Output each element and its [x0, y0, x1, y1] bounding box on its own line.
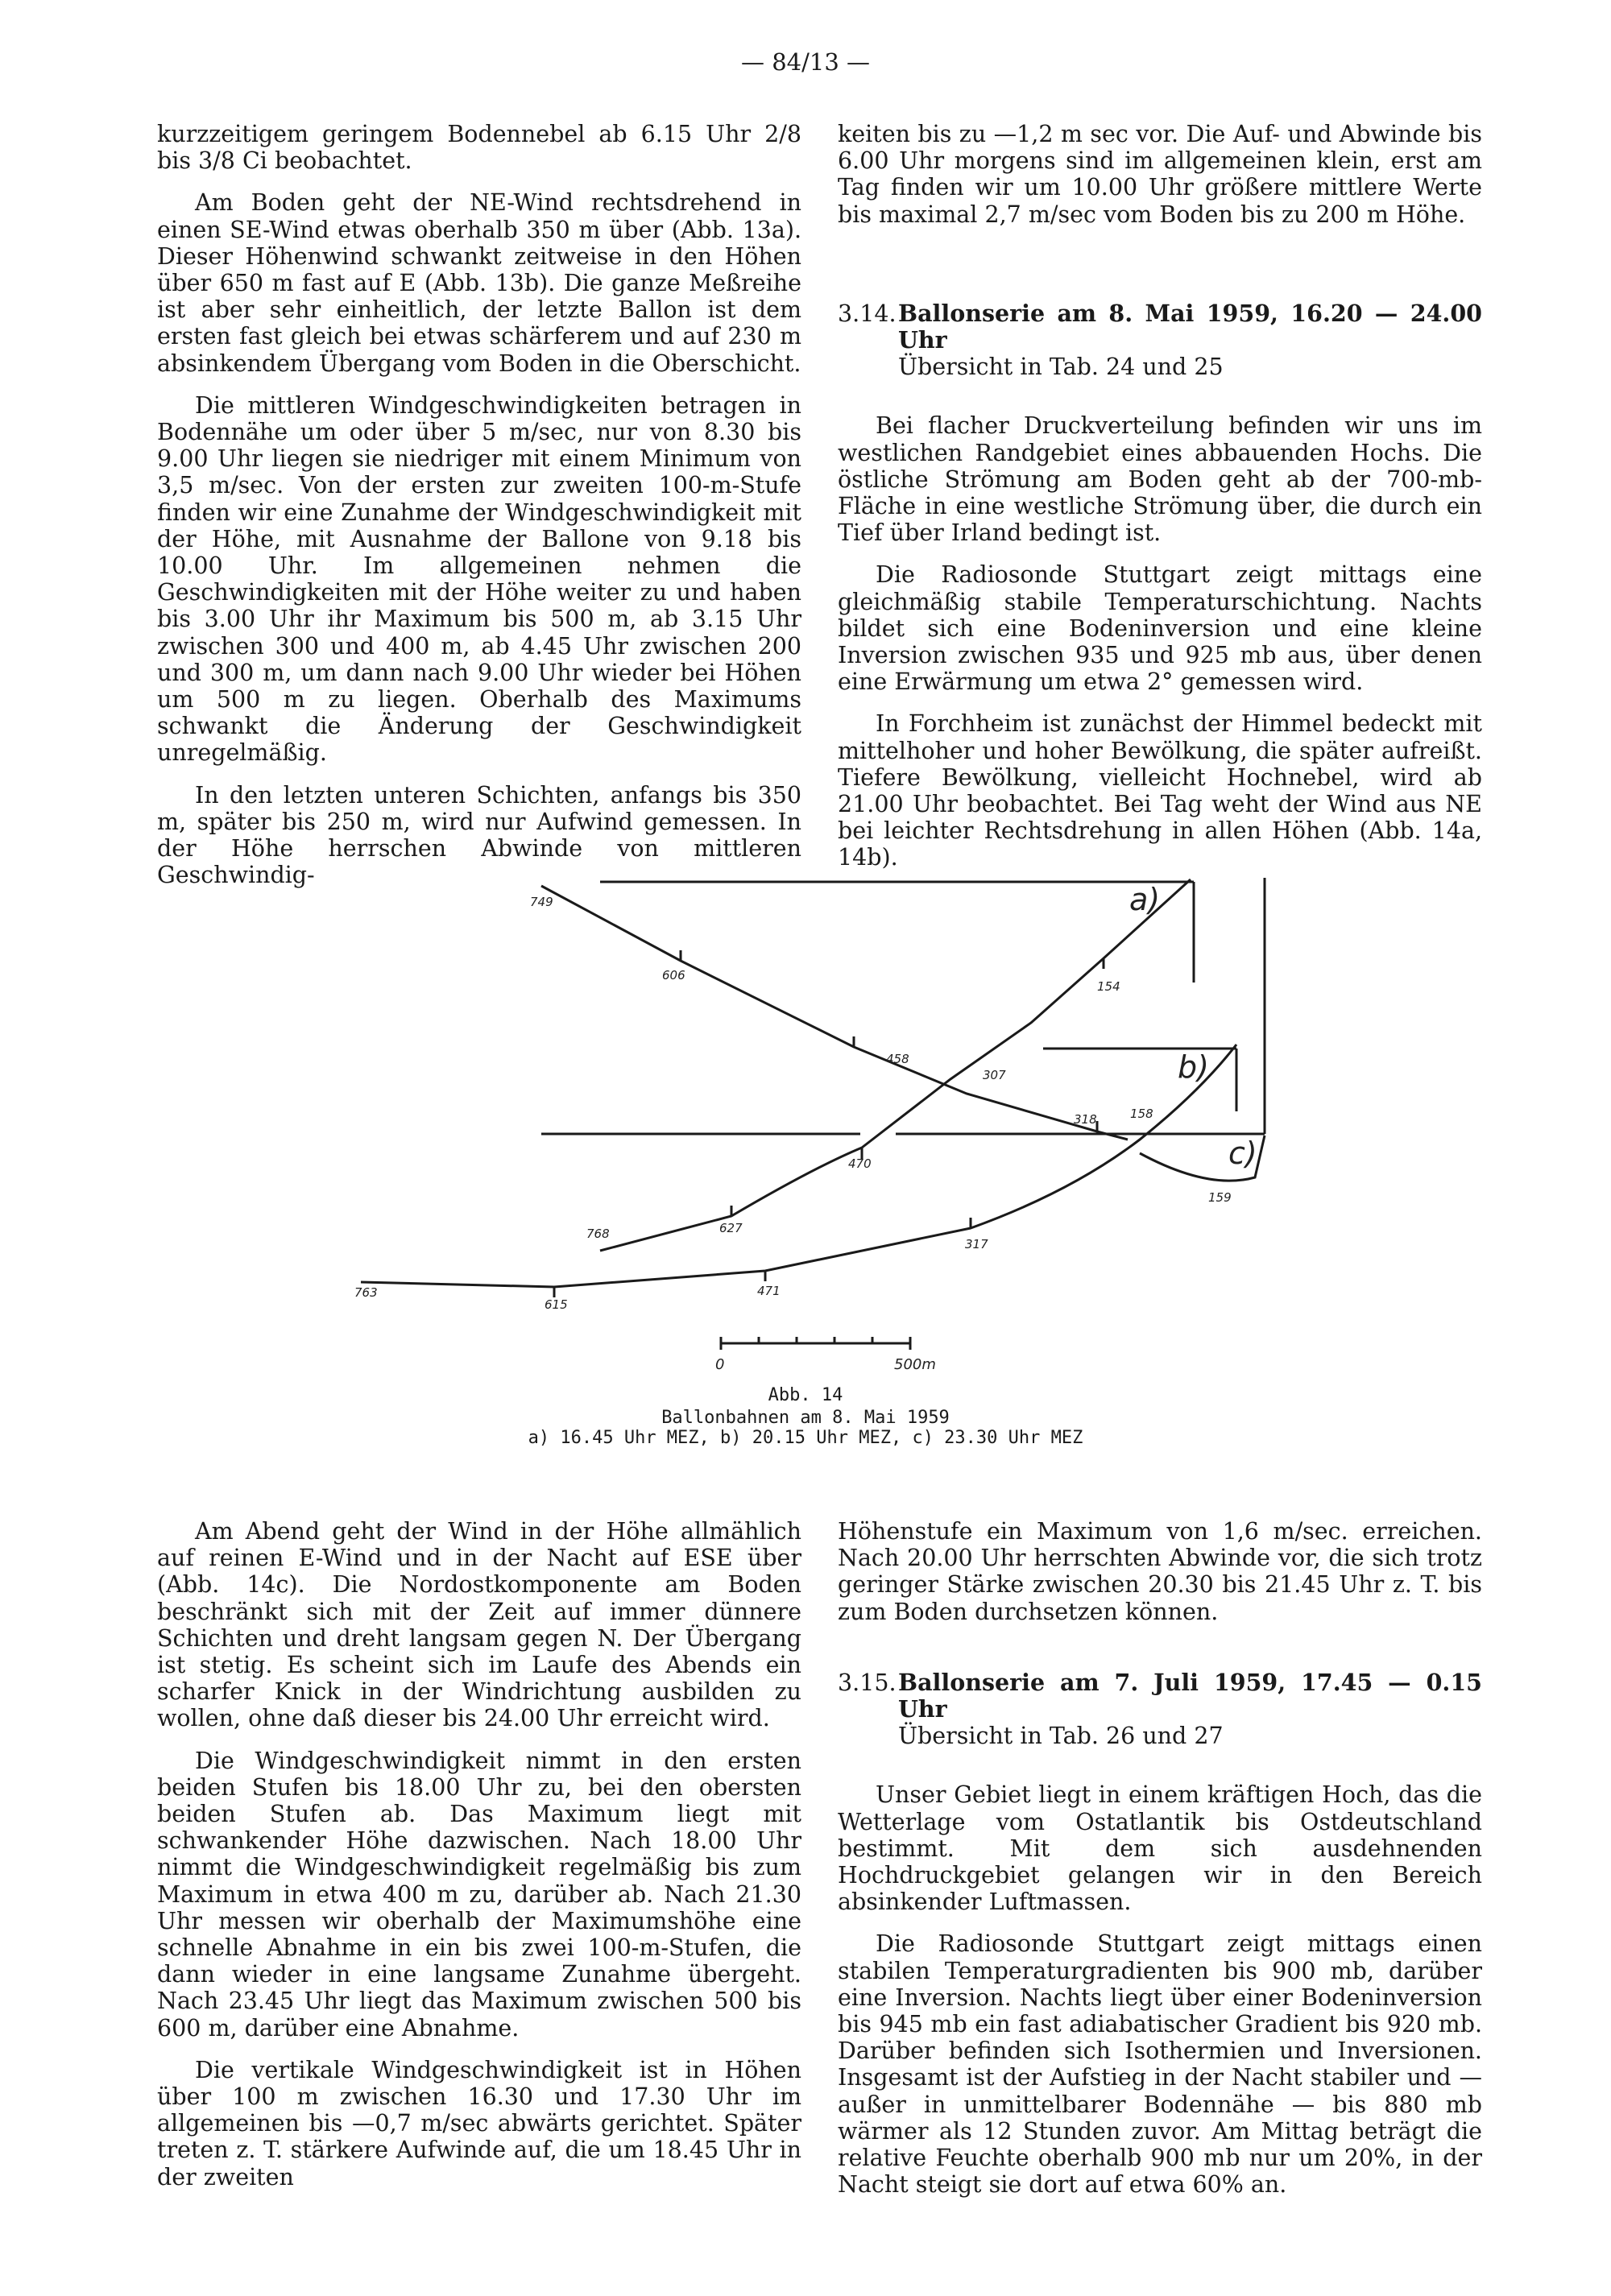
label-b307: 307 [983, 1068, 1006, 1082]
label-b470: 470 [848, 1156, 872, 1171]
column-right-bottom [838, 1518, 1482, 2198]
figure-caption-line1: Ballonbahnen am 8. Mai 1959 [661, 1408, 950, 1428]
scale-end-label: 500m [894, 1356, 936, 1373]
section-subtitle: Übersicht in Tab. 26 und 27 [898, 1723, 1224, 1750]
paragraph: kurzzeitigem geringem Bodennebel ab 6.15 Uhr 2/8 bis 3/8 Ci beobachtet. [157, 121, 801, 175]
section-number: 3.15. [838, 1669, 897, 1696]
label-a458: 458 [886, 1052, 909, 1066]
paragraph: Bei flacher Druckverteilung befinden wir uns im westlichen Randgebiet eines abbauenden Hochs. Die östliche Strömung am Boden geht ab der 700-mb-Fläche in eine westliche Strömung über, die durch ein Tief über Irland bedingt ist. [838, 412, 1482, 547]
label-a606: 606 [662, 968, 685, 983]
label-c763: 763 [354, 1285, 378, 1300]
paragraph: Die Radiosonde Stuttgart zeigt mittags eine gleichmäßig stabile Temperaturschichtung. Nachts bildet sich eine Bodeninversion und eine kleine Inversion zwischen 935 und 925 mb aus, über denen eine Erwärmung um etwa 2° gemessen wird. [838, 561, 1482, 696]
scale-zero-label: 0 [715, 1356, 725, 1373]
section-heading-3-15 [838, 1669, 1482, 1750]
section-number: 3.14. [838, 300, 897, 327]
label-c158: 158 [1130, 1107, 1153, 1121]
section-subtitle: Übersicht in Tab. 24 und 25 [898, 354, 1224, 381]
label-a: a) [1129, 882, 1161, 917]
paragraph: In Forchheim ist zunächst der Himmel bedeckt mit mittelhoher und hoher Bewölkung, die später aufreißt. Tiefere Bewölkung, vielleicht Hochnebel, wird ab 21.00 Uhr beobachtet. Bei Tag weht der Wind aus NE bei leichter Rechtsdrehung in allen Höhen (Abb. 14a, 14b). [838, 710, 1482, 871]
paragraph: keiten bis zu —1,2 m sec vor. Die Auf- und Abwinde bis 6.00 Uhr morgens sind im allgemeinen klein, erst am Tag finden wir um 10.00 Uhr größere mittlere Werte bis maximal 2,7 m/sec vom Boden bis zu 200 m Höhe. [838, 121, 1482, 228]
section-title: Ballonserie am 7. Juli 1959, 17.45 — 0.15 Uhr [898, 1668, 1482, 1723]
figure-caption-line2: a) 16.45 Uhr MEZ, b) 20.15 Uhr MEZ, c) 23.30 Uhr MEZ [528, 1428, 1083, 1448]
paragraph: Am Abend geht der Wind in der Höhe allmählich auf reinen E-Wind und in der Nacht auf ESE über (Abb. 14c). Die Nordostkomponente am Boden beschränkt sich mit der Zeit auf immer dünnere Schichten und dreht langsam gegen N. Der Übergang ist stetig. Es scheint sich im Laufe des Abends ein scharfer Knick in der Windrichtung ausbilden zu wollen, ohne daß dieser bis 24.00 Uhr erreicht wird. [157, 1518, 801, 1732]
track-c [361, 1045, 1236, 1287]
label-c615: 615 [545, 1297, 568, 1312]
column-left-bottom [157, 1518, 801, 2191]
label-c: c) [1228, 1136, 1257, 1171]
label-a749: 749 [530, 895, 553, 909]
paragraph: Unser Gebiet liegt in einem kräftigen Hoch, das die Wetterlage vom Ostatlantik bis Ostdeutschland bestimmt. Mit dem sich ausdehnenden Hochdruckgebiet gelangen wir in den Bereich absinkender Luftmassen. [838, 1781, 1482, 1916]
section-heading-3-14 [838, 300, 1482, 381]
paragraph: Am Boden geht der NE-Wind rechtsdrehend in einen SE-Wind etwas oberhalb 350 m über (Abb. 13a). Dieser Höhenwind schwankt zeitweise in den Höhen über 650 m fast auf E (Abb. 13b). Die ganze Meßreihe ist aber sehr einheitlich, der letzte Ballon ist dem ersten fast gleich bei etwas schärferem und auf 230 m absinkendem Übergang vom Boden in die Oberschicht. [157, 189, 801, 377]
paragraph: Die Windgeschwindigkeit nimmt in den ersten beiden Stufen bis 18.00 Uhr zu, bei den obersten beiden Stufen ab. Das Maximum liegt mit schwankender Höhe dazwischen. Nach 18.00 Uhr nimmt die Windgeschwindigkeit regelmäßig bis zum Maximum in etwa 400 m zu, darüber ab. Nach 21.30 Uhr messen wir oberhalb der Maximumshöhe eine schnelle Abnahme in ein bis zwei 100-m-Stufen, die dann wieder in eine langsame Zunahme übergeht. Nach 23.45 Uhr liegt das Maximum zwischen 500 bis 600 m, darüber eine Abnahme. [157, 1747, 801, 2042]
page-number: — 84/13 — [740, 48, 870, 76]
label-b768: 768 [586, 1227, 610, 1241]
label-c317: 317 [965, 1237, 988, 1251]
label-a159: 159 [1208, 1190, 1232, 1205]
label-c471: 471 [757, 1284, 781, 1298]
figure-caption-title: Abb. 14 [768, 1385, 843, 1405]
paragraph: Die mittleren Windgeschwindigkeiten betragen in Bodennähe um oder über 5 m/sec, nur von 8.30 bis 9.00 Uhr liegen sie niedriger mit einem Minimum von 3,5 m/sec. Von der ersten zur zweiten 100-m-Stufe finden wir eine Zunahme der Windgeschwindigkeit mit der Höhe, mit Ausnahme der Ballone von 9.18 bis 10.00 Uhr. Im allgemeinen nehmen die Geschwindigkeiten mit der Höhe weiter zu und haben bis 3.00 Uhr ihr Maximum bis 500 m, ab 3.15 Uhr zwischen 300 und 400 m, ab 4.45 Uhr zwischen 200 und 300 m, um dann nach 9.00 Uhr wieder bei Höhen um 500 m zu liegen. Oberhalb des Maximums schwankt die Änderung der Geschwindigkeit unregelmäßig. [157, 391, 801, 767]
paragraph: Die vertikale Windgeschwindigkeit ist in Höhen über 100 m zwischen 16.30 und 17.30 Uhr im allgemeinen bis —0,7 m/sec abwärts gerichtet. Später treten z. T. stärkere Aufwinde auf, die um 18.45 Uhr in der zweiten [157, 2056, 801, 2191]
label-b627: 627 [719, 1221, 743, 1235]
paragraph: In den letzten unteren Schichten, anfangs bis 350 m, später bis 250 m, wird nur Aufwind gemessen. In der Höhe herrschen Abwinde von mittleren Geschwindig- [157, 781, 801, 889]
label-a318: 318 [1074, 1112, 1097, 1127]
figure-balloon-tracks [0, 862, 1611, 1450]
track-a [541, 886, 1128, 1140]
paragraph: Die Radiosonde Stuttgart zeigt mittags einen stabilen Temperaturgradienten bis 900 mb, darüber eine Inversion. Nachts liegt über einer Bodeninversion bis 945 mb ein fast adiabatischer Gradient bis 920 mb. Darüber befinden sich Isothermien und Inversionen. Insgesamt ist der Aufstieg in der Nacht stabiler und — außer in unmittelbarer Bodennähe — bis 880 mb wärmer als 12 Stunden zuvor. Am Mittag beträgt die relative Feuchte oberhalb 900 mb nur um 20%, in der Nacht steigt sie dort auf etwa 60% an. [838, 1930, 1482, 2199]
column-left-top [157, 121, 801, 888]
label-b154: 154 [1097, 979, 1120, 994]
section-title: Ballonserie am 8. Mai 1959, 16.20 — 24.00 Uhr [898, 299, 1482, 354]
label-b: b) [1178, 1049, 1209, 1085]
column-right-top [838, 121, 1482, 871]
paragraph: Höhenstufe ein Maximum von 1,6 m/sec. erreichen. Nach 20.00 Uhr herrschten Abwinde vor, die sich trotz geringer Stärke zwischen 20.30 bis 21.45 Uhr z. T. bis zum Boden durchsetzen können. [838, 1518, 1482, 1625]
